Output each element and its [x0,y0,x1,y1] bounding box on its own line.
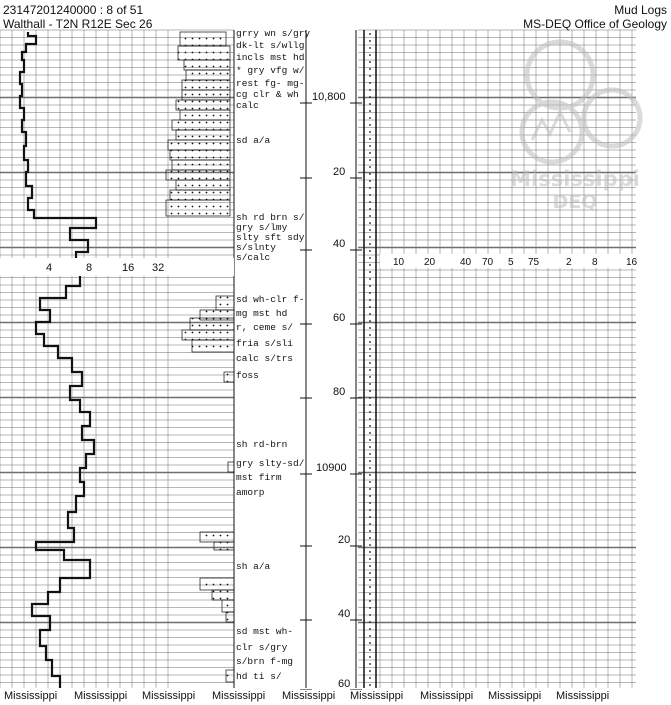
sand-interval [180,32,226,46]
sand-interval [176,100,230,110]
gas-baseline-dot [369,579,371,581]
gas-baseline-dot [369,383,371,385]
gas-baseline-dot [369,215,371,217]
lithology-note: amorp [236,487,265,498]
gas-baseline-dot [369,614,371,616]
file-id: 23147201240000 : 8 of 51 [3,3,144,17]
gas-baseline-dot [369,446,371,448]
footer-watermark-text: Mississippi [282,690,336,702]
depth-track [300,30,362,690]
gas-baseline-dot [369,33,371,35]
sand-interval [180,110,230,120]
gas-baseline-dot [369,656,371,658]
gas-baseline-dot [369,89,371,91]
gas-baseline-dot [369,642,371,644]
gas-baseline-dot [369,537,371,539]
sand-interval [184,60,230,70]
log-type: Mud Logs [614,3,667,17]
gas-baseline-dot [369,222,371,224]
sand-interval [190,318,234,330]
gas-baseline-dot [369,530,371,532]
gas-baseline-dot [369,166,371,168]
gas-baseline-dot [369,397,371,399]
depth-label: 40 [338,608,351,620]
lithology-note: r, ceme s/ [236,322,294,333]
sand-interval [170,150,230,160]
gas-baseline-dot [369,306,371,308]
gas-baseline-dot [369,110,371,112]
gas-baseline-dot [369,453,371,455]
rop-scale-band [0,258,234,276]
gas-scale-label: 75 [528,257,540,268]
gas-baseline-dot [369,285,371,287]
sand-interval [176,180,230,190]
gas-baseline-dot [369,670,371,672]
sand-interval [200,578,234,590]
lithology-note: s/calc [236,252,271,263]
sand-interval [200,532,234,542]
gas-baseline-dot [369,572,371,574]
gas-baseline-dot [369,481,371,483]
rop-scale-label: 16 [122,262,135,274]
lithology-note: hd ti s/ [236,671,282,682]
gas-baseline-dot [369,551,371,553]
gas-baseline-dot [369,299,371,301]
sand-interval [226,670,234,682]
gas-baseline-dot [369,75,371,77]
lithology-note: calc [236,100,259,111]
gas-baseline-dot [369,194,371,196]
lithology-note: calc s/trs [236,353,294,364]
gas-baseline-dot [369,628,371,630]
gas-baseline-dot [369,334,371,336]
gas-baseline-dot [369,271,371,273]
lithology-note: mg mst hd [236,308,288,319]
gas-baseline-dot [369,138,371,140]
gas-baseline-dot [369,257,371,259]
gas-baseline-dot [369,495,371,497]
gas-baseline-dot [369,264,371,266]
gas-baseline-dot [369,684,371,686]
lithology-note: gry s/lmy [236,222,288,233]
gas-track-grid [358,30,636,688]
footer-watermark-text: Mississippi [142,690,196,702]
gas-baseline-dot [369,362,371,364]
gas-baseline-dot [369,404,371,406]
gas-baseline-dot [369,509,371,511]
watermark-ring-icon [584,90,640,146]
gas-scale-label: 70 [482,257,494,268]
gas-baseline-dot [369,348,371,350]
gas-baseline-dot [369,145,371,147]
gas-baseline-dot [369,103,371,105]
lithology-note: slty sft sdy [236,232,305,243]
gas-baseline-dot [369,635,371,637]
gas-baseline-dot [369,173,371,175]
footer-watermark-text: Mississippi [74,690,128,702]
lithology-note: rest fg- mg- [236,78,305,89]
lithology-note: sd wh-clr f- [236,294,305,305]
lithology-note: sh rd-brn [236,439,288,450]
sand-interval [228,462,234,472]
gas-baseline-dot [369,593,371,595]
sand-interval [182,90,230,100]
footer-watermark-text: Mississippi [212,690,266,702]
gas-baseline-dot [369,376,371,378]
agency-name: MS-DEQ Office of Geology [523,17,667,31]
sand-interval [214,542,234,550]
depth-label: 80 [333,386,346,398]
lithology-note: sh a/a [236,561,271,572]
gas-baseline-dot [369,425,371,427]
gas-baseline-dot [369,292,371,294]
sand-interval [178,46,230,60]
rop-scale-label: 32 [152,262,165,274]
gas-baseline-dot [369,369,371,371]
gas-baseline-dot [369,187,371,189]
gas-baseline-dot [369,61,371,63]
gas-baseline-dot [369,208,371,210]
gas-baseline-dot [369,159,371,161]
lithology-column [166,32,234,682]
sand-interval [168,140,230,150]
sand-interval [222,600,234,612]
lithology-note: sh rd brn s/ [236,212,305,223]
track-scales [0,254,638,276]
gas-scale-label: 16 [626,257,638,268]
lithology-note: grry wn s/gry [236,28,311,39]
gas-baseline-dot [369,663,371,665]
watermark-agency: DEQ [552,191,598,213]
lithology-note: sd a/a [236,135,271,146]
gas-baseline-dot [369,96,371,98]
depth-label: 60 [338,678,351,690]
sand-interval [172,120,230,130]
gas-baseline-dot [369,278,371,280]
depth-label: 20 [338,534,351,546]
gas-baseline-dot [369,460,371,462]
sand-interval [186,70,230,80]
gas-baseline-dot [369,474,371,476]
gas-baseline-dot [369,152,371,154]
gas-baseline-dot [369,411,371,413]
gas-baseline-dot [369,600,371,602]
gas-baseline-dot [369,40,371,42]
gas-baseline-dot [369,320,371,322]
depth-label: 10900 [316,462,347,474]
sand-interval [166,200,230,216]
sand-interval [224,372,234,382]
gas-baseline-dot [369,390,371,392]
gas-baseline-dot [369,313,371,315]
lithology-note: s/slnty [236,242,276,253]
footer-watermark-text: Mississippi [488,690,542,702]
depth-label: 20 [333,166,346,178]
lithology-note: dk-lt s/wllg [236,40,305,51]
gas-baseline-dot [369,250,371,252]
footer-watermark-text: Mississippi [420,690,474,702]
sand-interval [176,130,230,140]
gas-baseline-dot [369,558,371,560]
gas-baseline-dot [369,243,371,245]
gas-baseline-dot [369,439,371,441]
watermark-state: Mississippi [510,167,640,191]
sand-interval [172,160,230,170]
gas-baseline-dot [369,418,371,420]
gas-baseline-dot [369,341,371,343]
gas-scale-label: 40 [460,257,472,268]
gas-baseline-dot [369,124,371,126]
depth-label: 40 [333,238,346,250]
gas-baseline-dot [369,621,371,623]
lithology-note: clr s/gry [236,642,288,653]
gas-scale-label: 10 [393,257,405,268]
gas-scale-label: 8 [592,257,598,268]
gas-baseline-dot [369,502,371,504]
gas-baseline-dot [369,82,371,84]
watermark-mark-icon [532,112,570,140]
sand-interval [166,170,230,180]
rop-scale-label: 4 [46,262,53,274]
sand-interval [192,340,234,352]
gas-scale-label: 5 [508,257,514,268]
sand-interval [212,590,234,600]
gas-baseline-dot [369,523,371,525]
sand-interval [182,80,230,90]
gas-baseline-dot [369,117,371,119]
gas-baseline-dot [369,586,371,588]
gas-baseline-dot [369,54,371,56]
rop-scale-label: 8 [86,262,93,274]
gas-baseline-dot [369,432,371,434]
gas-baseline-dot [369,355,371,357]
sand-interval [216,296,234,310]
footer-watermark-text: Mississippi [350,690,404,702]
lithology-note: s/brn f-mg [236,656,294,667]
gas-scale-label: 2 [566,257,572,268]
gas-baseline-dot [369,544,371,546]
gas-baseline-dot [369,677,371,679]
gas-baseline-dot [369,488,371,490]
depth-label: 60 [333,312,346,324]
gas-baseline-dot [369,327,371,329]
lithology-note: cg clr & wh [236,89,299,100]
gas-baseline-dot [369,180,371,182]
gas-scale-label: 20 [424,257,436,268]
footer-watermark-text: Mississippi [4,690,58,702]
lithology-note: sd mst wh- [236,626,294,637]
lithology-note: incls mst hd [236,52,305,63]
gas-baseline-dot [369,201,371,203]
gas-baseline-dot [369,467,371,469]
gas-baseline-dot [369,131,371,133]
footer-watermark-text: Mississippi [556,690,610,702]
gas-baseline-dot [369,607,371,609]
gas-baseline-dot [369,565,371,567]
gas-baseline-dot [369,229,371,231]
lithology-note: * gry vfg w/ [236,65,305,76]
gas-baseline-dot [369,236,371,238]
sand-interval [226,612,234,622]
gas-baseline-dot [369,68,371,70]
lithology-descriptions [236,28,310,682]
gas-baseline-dot [369,47,371,49]
depth-label: 10,800 [312,91,346,103]
sand-interval [182,330,234,340]
sand-interval [170,190,230,200]
lithology-note: gry slty-sd/ [236,458,305,469]
gas-baseline-dot [369,649,371,651]
lithology-note: mst firm [236,472,282,483]
well-location: Walthall - T2N R12E Sec 26 [3,17,153,31]
lithology-note: foss [236,370,259,381]
gas-baseline-dot [369,516,371,518]
lithology-note: fria s/sli [236,338,294,349]
